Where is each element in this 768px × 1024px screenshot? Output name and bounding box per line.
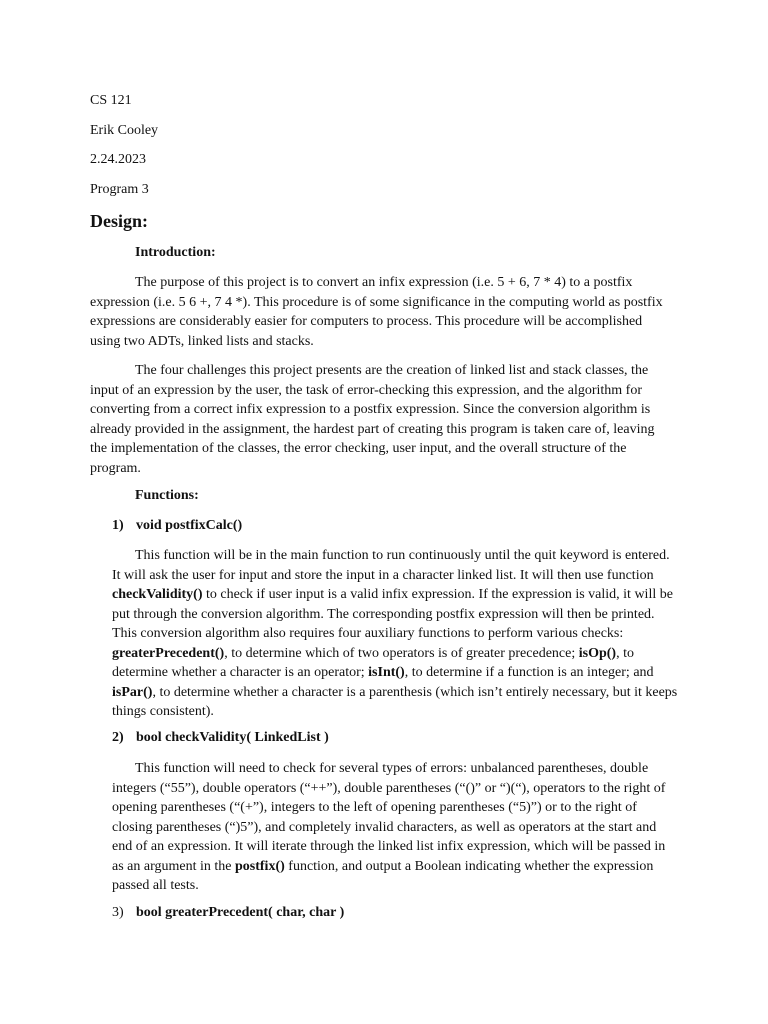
description-text: This function will need to check for several types of errors: unbalanced parentheses, double integers (“55”), double operators (“++”), double parentheses (“()” or “)(“), operators to the right of opening parentheses (“(+”), integers to the left of opening parentheses (“5)”) or to the right of closing parentheses (“)5”), and completely invalid characters, as well as operators at the start and end of an expression. It will iterate through the linked list infix expression, which will be passed in as an argument in the <box>112 761 666 874</box>
introduction-heading: Introduction: <box>135 245 216 260</box>
description-text: , to determine whether a character is an operator; <box>112 645 634 680</box>
introduction-paragraph-1: The purpose of this project is to convert an infix expression (i.e. 5 + 6, 7 * 4) to a postfix expression (i.e. 5 6 +, 7 4 *). This procedure is of some significance in the computing world as postfix expressions are considerably easier for computers to process. This procedure will be accomplished using two ADTs, linked lists and stacks. <box>90 275 663 349</box>
functions-heading: Functions: <box>135 488 199 503</box>
function-signature: bool checkValidity( LinkedList ) <box>136 730 329 745</box>
author-name: Erik Cooley <box>90 123 159 138</box>
introduction-paragraph-2: The four challenges this project presents are the creation of linked list and stack classes, the input of an expression by the user, the task of error-checking this expression, and the algorithm for converting from a correct infix expression to a postfix expression. Since the conversion algorithm is already provided in the assignment, the hardest part of creating this program is taken care of, leaving the implementation of the classes, the error checking, user input, and the overall structure of the program. <box>90 363 655 476</box>
function-heading-1 <box>112 518 242 534</box>
function-description-2 <box>112 759 678 896</box>
function-number: 1) <box>112 518 124 533</box>
program-label: Program 3 <box>90 182 149 197</box>
description-text: , to determine which of two operators is of greater precedence; <box>224 645 579 661</box>
function-reference: isOp() <box>578 645 617 661</box>
description-text: to check if user input is a valid infix expression. If the expression is valid, it will be put through the conversion algorithm. The corresponding postfix expression will then be printed. This conversion algorithm also requires four auxiliary functions to perform various checks: <box>112 587 673 641</box>
function-signature: void postfixCalc() <box>136 518 243 533</box>
design-heading: Design: <box>90 211 148 231</box>
description-text: , to determine whether a character is a parenthesis (which isn’t entirely necessary, but it keeps things consistent). <box>112 684 678 719</box>
function-number: 3) <box>112 905 124 920</box>
function-reference: postfix() <box>235 858 285 874</box>
function-heading-2 <box>112 730 329 746</box>
function-signature: bool greaterPrecedent( char, char ) <box>136 905 345 920</box>
function-reference: greaterPrecedent() <box>112 645 225 661</box>
description-text: This function will be in the main function to run continuously until the quit keyword is entered. It will ask the user for input and store the input in a character linked list. It will then use function <box>112 548 670 583</box>
course-label: CS 121 <box>90 93 132 108</box>
function-reference: isPar() <box>112 684 153 700</box>
function-reference: isInt() <box>368 665 405 680</box>
function-description-1 <box>112 546 678 722</box>
date-label: 2.24.2023 <box>90 152 146 167</box>
function-reference: checkValidity() <box>112 587 203 602</box>
description-text: , to determine if a function is an integer; and <box>404 665 654 680</box>
function-heading-3 <box>112 905 344 921</box>
function-number: 2) <box>112 730 124 745</box>
description-text: function, and output a Boolean indicating whether the expression passed all tests. <box>112 858 654 893</box>
